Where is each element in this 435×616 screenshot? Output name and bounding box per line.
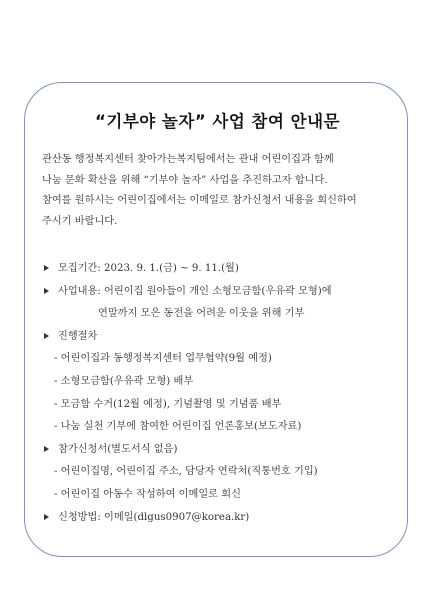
triangle-bullet-icon xyxy=(44,446,49,452)
triangle-bullet-icon xyxy=(44,514,49,520)
list-subitem xyxy=(44,417,404,440)
list-item-text: 사업내용: 어린이집 원아들이 개인 소형모금함(우유곽 모형)에 xyxy=(58,285,332,297)
list-item-continuation xyxy=(44,304,404,327)
list-item-text: - 모금함 수거(12월 예정), 기념촬영 및 기념품 배부 xyxy=(54,398,282,410)
list-item-application-form xyxy=(44,440,404,463)
list-subitem xyxy=(44,372,404,395)
intro-paragraph xyxy=(42,150,402,232)
list-item-text: 모집기간: 2023. 9. 1.(금) ~ 9. 11.(월) xyxy=(58,263,239,274)
list-item-text: - 어린이집 아동수 작성하여 이메일로 회신 xyxy=(54,488,241,500)
notice-title: “기부야 놀자” 사업 참여 안내문 xyxy=(95,112,340,131)
list-item-text: 진행절차 xyxy=(58,330,98,342)
list-item-procedure xyxy=(44,327,404,350)
intro-line: 주시기 바랍니다. xyxy=(42,215,118,227)
details-list xyxy=(44,259,404,530)
list-item-program-content xyxy=(44,282,404,305)
list-subitem xyxy=(44,395,404,418)
list-item-text: - 어린이집명, 어린이집 주소, 담당자 연락처(직통번호 기입) xyxy=(54,466,318,478)
list-item-application-method xyxy=(44,508,404,531)
list-item-text: 참가신청서(별도서식 없음) xyxy=(58,443,178,455)
triangle-bullet-icon xyxy=(44,288,49,294)
intro-line: 참여를 원하시는 어린이집에서는 이메일로 참가신청서 내용을 회신하여 xyxy=(42,195,357,206)
list-item-text: 연말까지 모은 동전을 어려운 이웃을 위해 기부 xyxy=(98,308,305,320)
list-subitem xyxy=(44,485,404,508)
list-item-text: 신청방법: 이메일(dlgus0907@korea.kr) xyxy=(58,511,250,523)
triangle-bullet-icon xyxy=(44,265,49,271)
list-subitem xyxy=(44,462,404,485)
intro-line: 관산동 행정복지센터 찾아가는복지팀에서는 관내 어린이집과 함께 xyxy=(42,154,334,165)
list-item-recruit-period xyxy=(44,259,404,282)
list-item-text: - 나눔 실천 기부에 참여한 어린이집 언론홍보(보도자료) xyxy=(54,421,302,433)
list-item-text: - 소형모금함(우유곽 모형) 배부 xyxy=(54,375,194,387)
intro-line: 나눔 문화 확산을 위해 “기부야 놀자” 사업을 추진하고자 합니다. xyxy=(42,174,328,186)
list-subitem xyxy=(44,349,404,372)
triangle-bullet-icon xyxy=(44,333,49,339)
list-item-text: - 어린이집과 동행정복지센터 업무협약(9월 예정) xyxy=(54,353,272,365)
